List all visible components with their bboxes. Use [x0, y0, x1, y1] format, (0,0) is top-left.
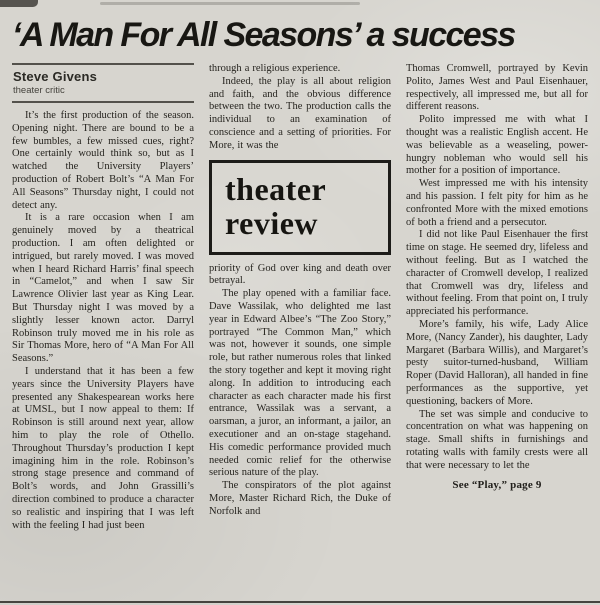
theater-review-box: [209, 160, 391, 255]
body-paragraph: The set was simple and conducive to concentration on what was happening on stage. Small shifts in furnishings and rotating walls with family crests were all that were necessary to let the: [406, 408, 588, 471]
body-paragraph: More’s family, his wife, Lady Alice More, (Nancy Zander), his daughter, Lady Margaret (Barbara Willis), and Margaret’s pesty suitor-turned-husband, William Roper (David Halloran), all handed in fine performances as the supportive, yet questioning, backers of More.: [406, 318, 588, 407]
body-paragraph: I understand that it has been a few years since the University Players have presented any Shakespearean works here at UMSL, but I now appeal to them: If Robinson is still around next year, allow him to play the role of Othello. Throughout Thursday’s production I kept imagining him in the role. Robinson’s strong stage presence and command of Bolt’s words, and John Grassilli’s direction combined to produce a character so realistic and inspiring that I was left with the feeling I had just been: [12, 365, 194, 531]
article-headline: ‘A Man For All Seasons’ a success: [12, 16, 515, 54]
scan-edge-artifact: [100, 2, 360, 5]
byline-role: theater critic: [13, 85, 65, 96]
review-box-label-line2: review: [225, 204, 319, 241]
review-box-label-line1: theater: [225, 170, 327, 207]
body-paragraph: It’s the first production of the season. Opening night. There are bound to be a few bumbles, a few missed cues, right? One certainly would think so, but as I watched the University Players’ production of Robert Bolt’s “A Man For All Seasons” Thursday night, I could not detect any.: [12, 110, 194, 211]
body-paragraph: through a religious experience.: [209, 63, 341, 74]
body-paragraph: West impressed me with his intensity and his passion. I felt pity for him as he confronted More with the mixed emotions of both a friend and a persecutor.: [406, 178, 588, 228]
body-paragraph: Thomas Cromwell, portrayed by Kevin Polito, James West and Paul Eisenhauer, respectively, all impressed me, but all for different reasons.: [406, 63, 588, 113]
byline-author: Steve Givens: [13, 69, 98, 84]
column-2: [209, 63, 391, 519]
column-3: [406, 63, 588, 491]
column-1: [12, 63, 194, 532]
article-columns: [0, 63, 600, 532]
body-paragraph: The conspirators of the plot against More, Master Richard Rich, the Duke of Norfolk and: [209, 480, 391, 517]
body-paragraph: I did not like Paul Eisenhauer the first time on stage. He seemed dry, lifeless and without feeling. But as I watched the character of Cromwell develop, I realized that Cromwell was dry, lifeless and without feeling. From that point on, I truly appreciated his performance.: [406, 229, 588, 318]
body-paragraph: Indeed, the play is all about religion and faith, and the obvious difference between the two. The production calls the individual to an examination of conscience and a setting of priorities. For More, it was the: [209, 75, 391, 151]
scan-edge-artifact: [0, 0, 38, 7]
body-paragraph: priority of God over king and death over betrayal.: [209, 262, 391, 287]
byline-block: [12, 63, 194, 103]
body-paragraph: The play opened with a familiar face. Dave Wassilak, who delighted me last year in Edward Albee’s “The Zoo Story,” portrayed “The Common Man,” which was not, however it sounds, one simple role, but rather numerous roles that linked the story together and kept it moving right along. In addition to introducing each character as each character made his first entrance, Wassilak was a servant, a oarsman, a juror, an informant, a jailor, an executioner and an on-stage stagehand. His comedic performance provided much needed comic relief for the otherwise serious nature of the play.: [209, 288, 391, 479]
body-paragraph: It is a rare occasion when I am genuinely moved by a theatrical production. I am often delighted or intrigued, but rarely moved. I was moved when I heard Richard Harris’ final speech in “Camelot,” and when I saw Sir Lawrence Olivier last year as King Lear. But Thursday night I was moved by a slightly lesser known actor. Darryl Robinson truly moved me in his role as Sir Thomas More, hero of “A Man For All Seasons.”: [12, 212, 194, 365]
continuation-notice: See “Play,” page 9: [452, 478, 542, 491]
bottom-rule: [0, 601, 600, 603]
body-paragraph: Polito impressed me with what I thought was a realistic English accent. He was believable as a weaseling, power-hungry nobleman who would sell his mother for a position of importance.: [406, 114, 588, 177]
